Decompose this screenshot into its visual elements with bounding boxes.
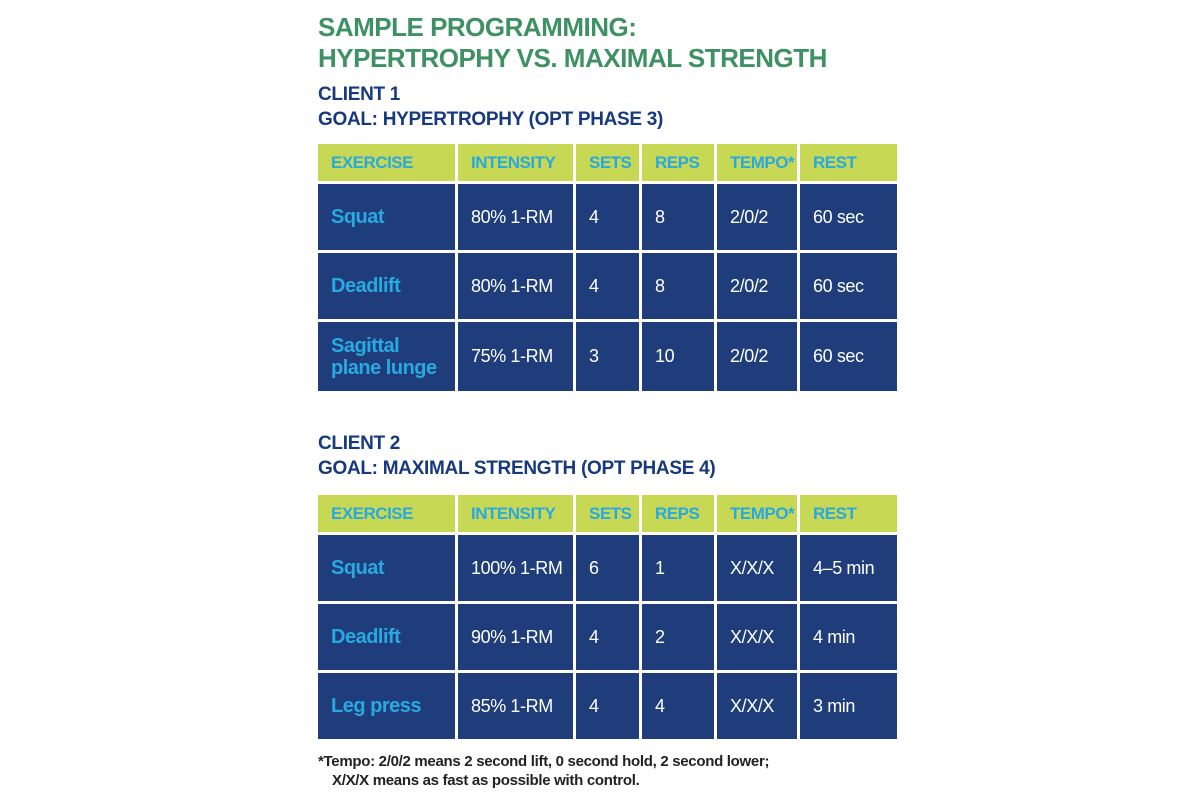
page-title (318, 12, 884, 74)
client2-row1-sets: 6 (576, 535, 639, 601)
client1-row1-exercise: Squat (318, 184, 455, 250)
client2-row2-rest: 4 min (800, 604, 897, 670)
client2-row1-exercise: Squat (318, 535, 455, 601)
client1-row1-intensity: 80% 1-RM (458, 184, 573, 250)
client2-row1-intensity: 100% 1-RM (458, 535, 573, 601)
client1-row1-reps: 8 (642, 184, 714, 250)
client2-row1-rest: 4–5 min (800, 535, 897, 601)
client1-row3-reps: 10 (642, 322, 714, 391)
tempo-footnote (318, 752, 884, 790)
client2-row2-exercise: Deadlift (318, 604, 455, 670)
page-title-line-2: HYPERTROPHY VS. MAXIMAL STRENGTH (318, 43, 827, 73)
client2-header-exercise: EXERCISE (318, 495, 455, 532)
client2-row3-reps: 4 (642, 673, 714, 739)
tempo-footnote-line-2: X/X/X means as fast as possible with control. (332, 772, 640, 789)
client1-table (318, 144, 882, 391)
client1-row2-reps: 8 (642, 253, 714, 319)
client2-section-header (318, 431, 884, 481)
client1-row3-rest: 60 sec (800, 322, 897, 391)
client1-row2-intensity: 80% 1-RM (458, 253, 573, 319)
client1-row3-sets: 3 (576, 322, 639, 391)
client1-row1-sets: 4 (576, 184, 639, 250)
client1-header-tempo: TEMPO* (717, 144, 797, 181)
client1-row2-rest: 60 sec (800, 253, 897, 319)
client1-section-header (318, 82, 884, 132)
client2-row3-exercise: Leg press (318, 673, 455, 739)
client1-row1-rest: 60 sec (800, 184, 897, 250)
client1-row1-tempo: 2/0/2 (717, 184, 797, 250)
client2-header-rest: REST (800, 495, 897, 532)
client2-header-tempo: TEMPO* (717, 495, 797, 532)
client1-row3-exercise: Sagittal plane lunge (318, 322, 455, 391)
client2-row3-rest: 3 min (800, 673, 897, 739)
client1-row3-intensity: 75% 1-RM (458, 322, 573, 391)
client1-heading: CLIENT 1 (318, 84, 401, 105)
client2-row2-intensity: 90% 1-RM (458, 604, 573, 670)
content-column (318, 0, 884, 790)
client2-row1-reps: 1 (642, 535, 714, 601)
client1-row3-tempo: 2/0/2 (717, 322, 797, 391)
client2-row3-sets: 4 (576, 673, 639, 739)
client1-header-reps: REPS (642, 144, 714, 181)
client2-row3-tempo: X/X/X (717, 673, 797, 739)
client2-header-reps: REPS (642, 495, 714, 532)
client1-header-intensity: INTENSITY (458, 144, 573, 181)
client1-header-rest: REST (800, 144, 897, 181)
client2-row2-sets: 4 (576, 604, 639, 670)
client2-goal: GOAL: MAXIMAL STRENGTH (OPT PHASE 4) (318, 458, 716, 479)
client2-row3-intensity: 85% 1-RM (458, 673, 573, 739)
client1-header-exercise: EXERCISE (318, 144, 455, 181)
client2-heading: CLIENT 2 (318, 433, 401, 454)
client2-header-intensity: INTENSITY (458, 495, 573, 532)
client1-header-sets: SETS (576, 144, 639, 181)
client2-row2-tempo: X/X/X (717, 604, 797, 670)
client2-table (318, 495, 882, 739)
page-title-line-1: SAMPLE PROGRAMMING: (318, 12, 637, 42)
tempo-footnote-line-1: *Tempo: 2/0/2 means 2 second lift, 0 second hold, 2 second lower; (318, 753, 770, 770)
client2-row1-tempo: X/X/X (717, 535, 797, 601)
client2-header-sets: SETS (576, 495, 639, 532)
client1-goal: GOAL: HYPERTROPHY (OPT PHASE 3) (318, 109, 664, 130)
client1-row2-tempo: 2/0/2 (717, 253, 797, 319)
client1-row2-exercise: Deadlift (318, 253, 455, 319)
client1-row2-sets: 4 (576, 253, 639, 319)
client2-row2-reps: 2 (642, 604, 714, 670)
